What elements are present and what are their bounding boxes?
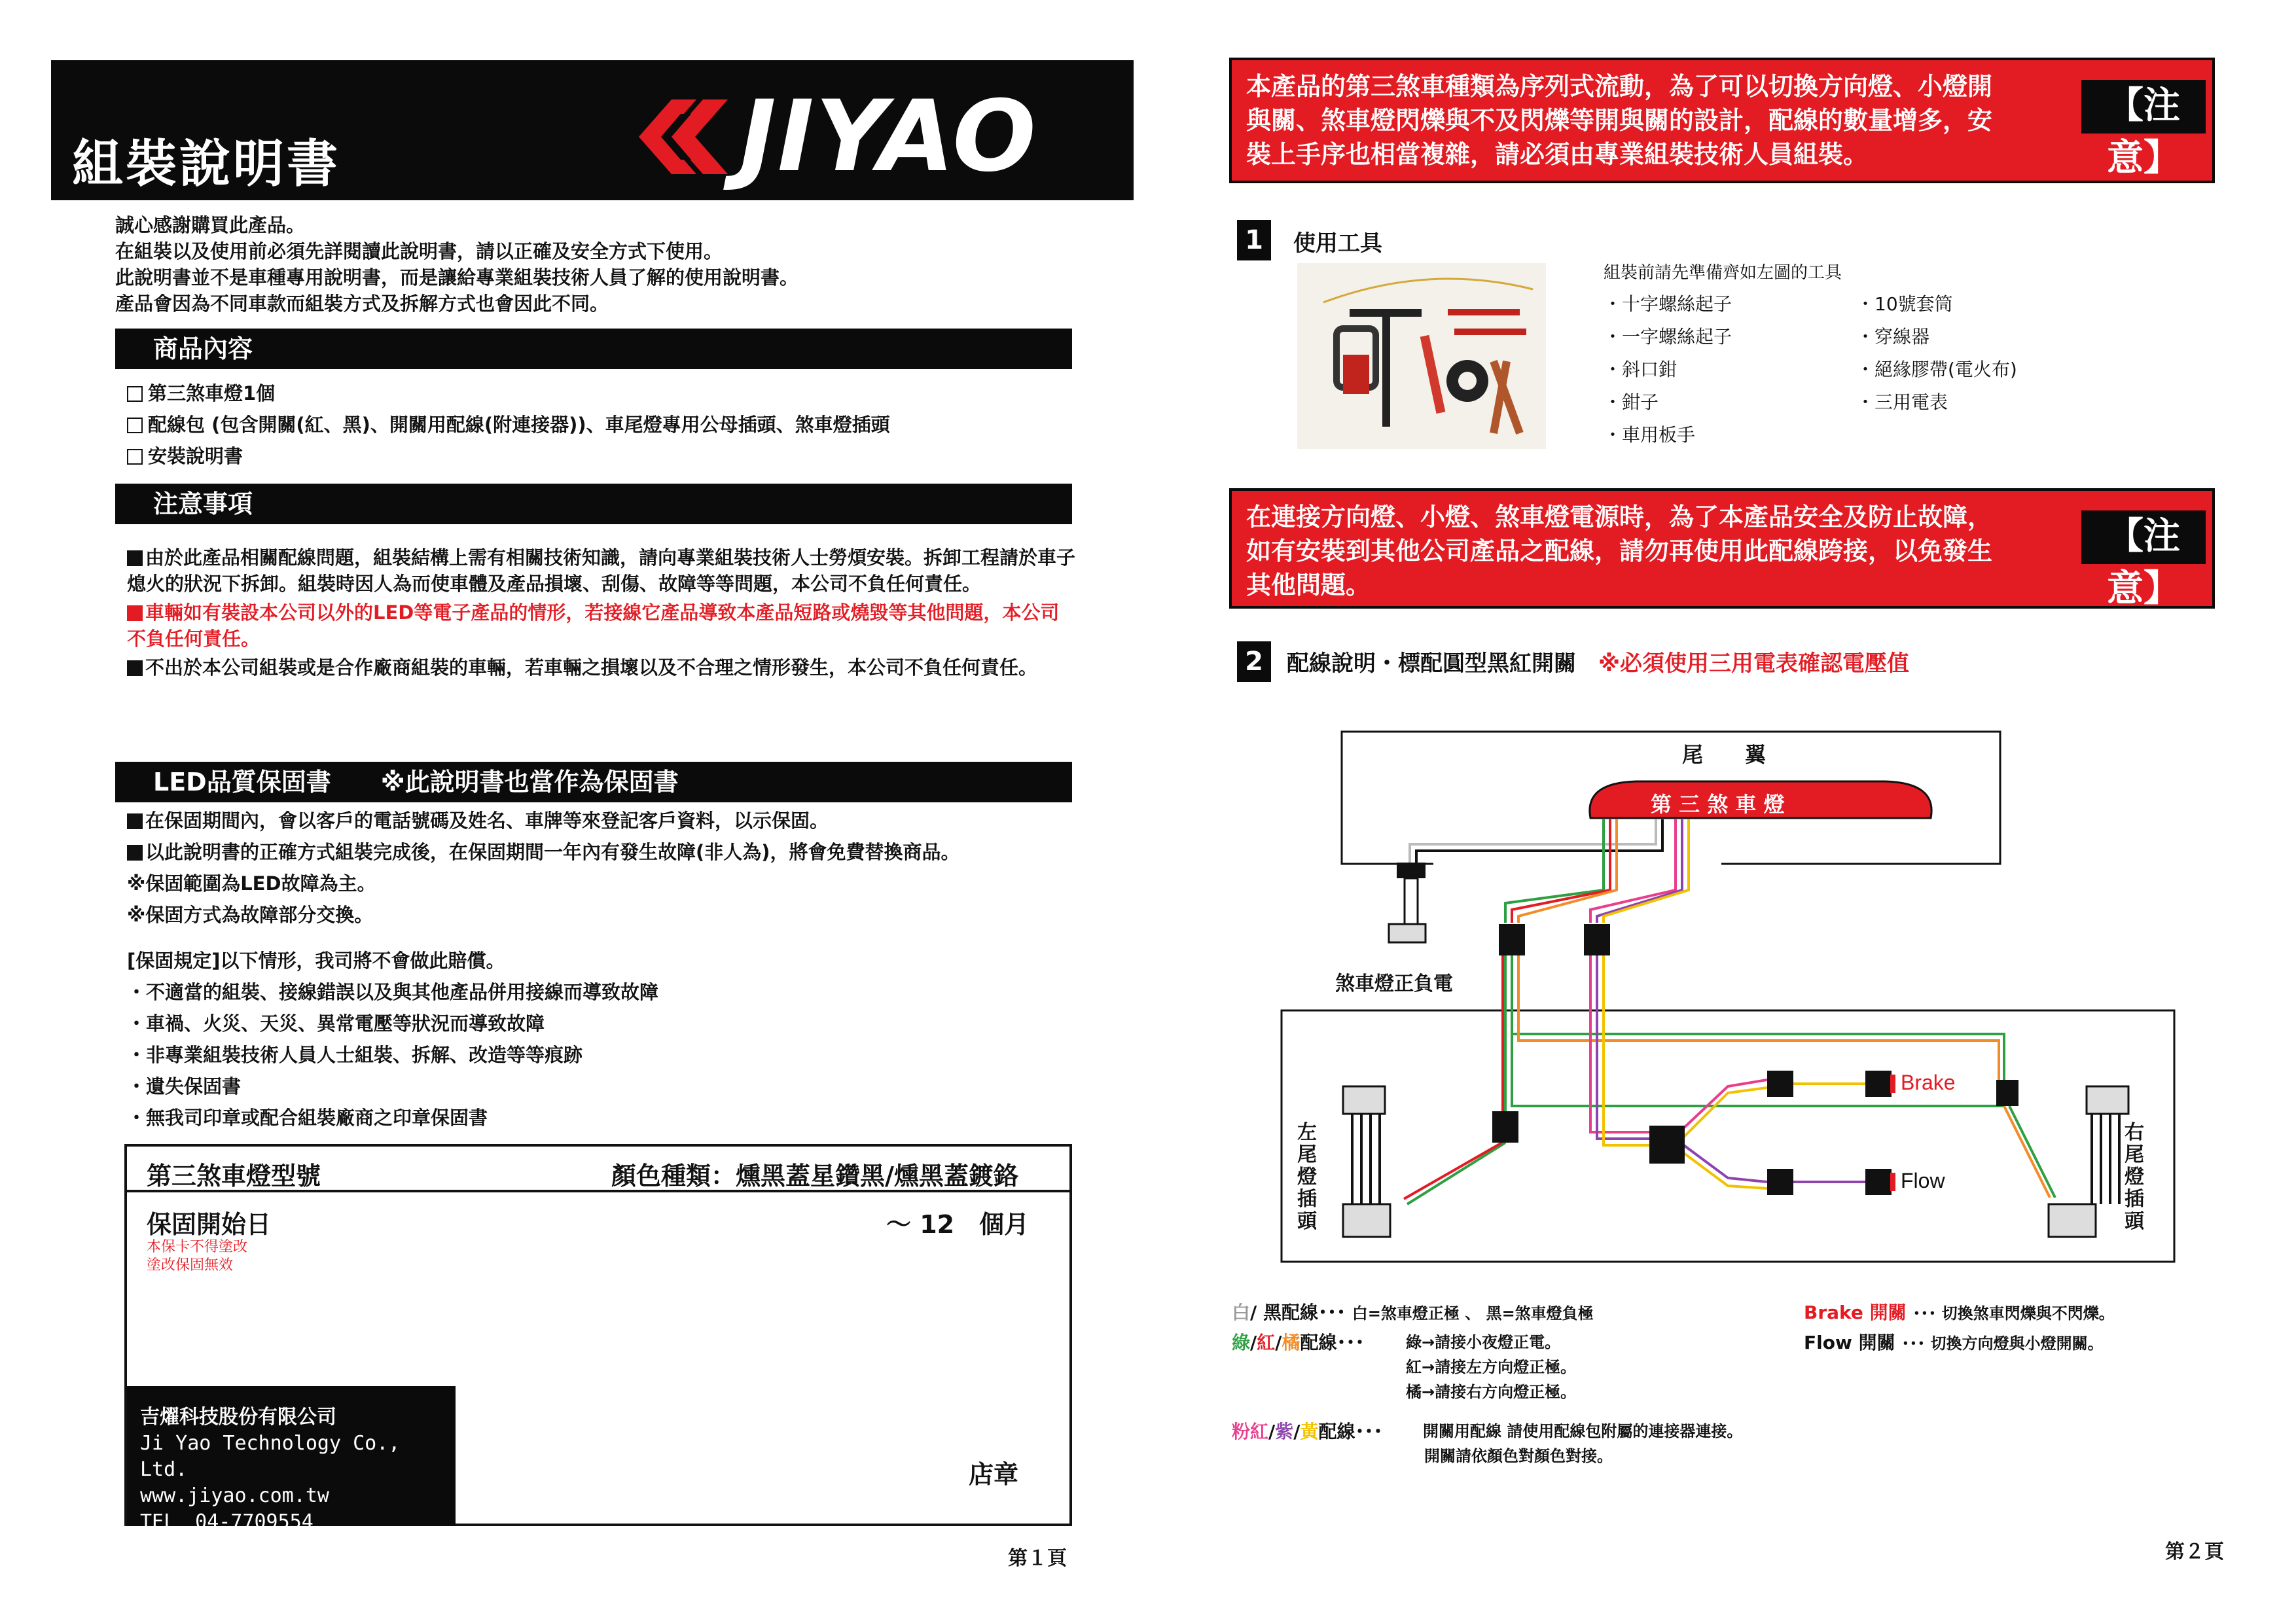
notice-text: 本產品的第三煞車種類為序列式流動，為了可以切換方向燈、小燈開與關、煞車燈閃爍與不及閃爍等開與關的設計，配線的數量增多，安裝上手序也相當複雜，請必須由專業組裝技術人員組裝。 xyxy=(1246,72,1993,169)
notice-tag: 【注意】 xyxy=(2081,80,2206,134)
intro-line: 在組裝以及使用前必須先詳閱讀此說明書，請以正確及安全方式下使用。 xyxy=(115,240,723,262)
left-plug-top xyxy=(1343,1086,1385,1114)
right-plug-label: 右尾燈插頭 xyxy=(2125,1121,2144,1233)
page-number-1: 第１頁 xyxy=(1008,1547,1067,1570)
warranty-heading: LED品質保固書 ※此說明書也當作為保固書 xyxy=(115,762,1072,802)
color-label: 顏色種類：燻黑蓋星鑽黑/燻黑蓋鍍鉻 xyxy=(611,1162,1018,1190)
company-info xyxy=(127,1386,456,1533)
bullet-square-icon xyxy=(127,605,143,621)
tool-item: ・鉗子 xyxy=(1604,391,1659,413)
company-name-en: Ji Yao Technology Co., Ltd. xyxy=(140,1432,401,1481)
card-header-row xyxy=(127,1147,1069,1192)
step-number-1: 1 xyxy=(1237,220,1271,260)
intro-line: 誠心感謝購買此產品。 xyxy=(115,214,306,236)
notice-text: 在連接方向燈、小燈、煞車燈電源時，為了本產品安全及防止故障，如有安裝到其他公司產品之配線，請勿再使用此配線跨接，以免發生其他問題。 xyxy=(1246,503,1993,599)
rule-item: ・不適當的組裝、接線錯誤以及與其他產品併用接線而導致故障 xyxy=(127,981,659,1003)
right-plug-bottom xyxy=(2049,1204,2096,1237)
bullet-square-icon xyxy=(127,550,143,566)
flow-switch-icon xyxy=(1890,1173,1895,1191)
legend-brake-switch: Brake 開關 ･･･ 切換煞車閃爍與不閃爍。 xyxy=(1804,1302,2115,1323)
legend-pink-purple-yellow: 粉紅/紫/黃配線･･･ xyxy=(1232,1421,1383,1442)
warranty-item: ※保固範圍為LED故障為主。 xyxy=(127,872,376,895)
bullet-square-icon xyxy=(127,660,143,676)
page-number-2: 第２頁 xyxy=(2165,1541,2224,1563)
company-name: 吉燿科技股份有限公司 xyxy=(140,1406,336,1429)
rule-item: ・無我司印章或配合組裝廠商之印章保固書 xyxy=(127,1107,488,1129)
tool-item: ・一字螺絲起子 xyxy=(1604,326,1732,348)
intro-line: 此說明書並不是車種專用說明書，而是讓給專業組裝技術人員了解的使用說明書。 xyxy=(115,266,799,289)
note-item: 由於此產品相關配線問題，組裝結構上需有相關技術知識，請向專業組裝技術人士勞煩安裝。拆卸工程請於車子熄火的狀況下拆卸。組裝時因人為而使車體及產品損壞、刮傷、故障等等問題，本公司不負任何責任。 xyxy=(127,546,1076,595)
intro-line: 產品會因為不同車款而組裝方式及拆解方式也會因此不同。 xyxy=(115,293,609,315)
bullet-square-icon xyxy=(127,813,143,829)
brake-switch-icon xyxy=(1890,1075,1895,1093)
legend-flow-switch: Flow 開關 ･･･ 切換方向燈與小燈開關。 xyxy=(1804,1332,2104,1353)
flow-label: Flow xyxy=(1901,1169,1945,1192)
contents-item: 安裝說明書 xyxy=(127,440,890,472)
stamp-label: 店章 xyxy=(969,1460,1019,1489)
step-title-1: 使用工具 xyxy=(1293,230,1382,257)
brand-logo xyxy=(634,80,1037,194)
warranty-start-label: 保固開始日 xyxy=(147,1210,272,1239)
left-plug-label: 左尾燈插頭 xyxy=(1297,1121,1317,1233)
legend-white-black: 白/ 黑配線･･･ 白=煞車燈正極 、 黑=煞車燈負極 xyxy=(1232,1302,1594,1323)
notice-box-1 xyxy=(1229,58,2215,183)
rule-item: ・遺失保固書 xyxy=(127,1075,242,1097)
contents-list xyxy=(127,378,890,472)
notes-heading: 注意事項 xyxy=(115,484,1072,524)
company-phone: TEL 04-7709554 xyxy=(140,1510,314,1533)
warranty-months: ～ 12 個月 xyxy=(886,1210,1030,1239)
contents-item: 配線包 (包含開關(紅、黑)、開關用配線(附連接器))、車尾燈專用公母插頭、煞車燈插頭 xyxy=(127,409,890,440)
step-title-2: 配線說明・標配圓型黑紅開關 ※必須使用三用電表確認電壓值 xyxy=(1287,651,1910,677)
page-title: 組裝說明書 xyxy=(72,135,341,194)
contents-item: 第三煞車燈1個 xyxy=(127,378,890,409)
rules-heading: [保固規定]以下情形，我司將不會做此賠償。 xyxy=(127,950,505,972)
tool-item: ・三用電表 xyxy=(1856,391,1948,413)
rule-item: ・車禍、火災、天災、異常電壓等狀況而導致故障 xyxy=(127,1012,545,1035)
legend-ppy-lines: 開關用配線 請使用配線包附屬的連接器連接。 開關請依顏色對顏色對接。 xyxy=(1423,1422,1743,1465)
warranty-card xyxy=(124,1144,1072,1533)
notice-tag: 【注意】 xyxy=(2081,510,2206,564)
tool-item: ・絕緣膠帶(電火布) xyxy=(1856,359,2017,380)
warranty-rules xyxy=(127,945,658,1133)
left-plug-bottom xyxy=(1343,1204,1390,1237)
legend-gro-lines: 綠→請接小夜燈正電。 紅→請接左方向燈正極。 橘→請接右方向燈正極。 xyxy=(1406,1333,1577,1401)
warranty-item: 在保固期間內，會以客戶的電話號碼及姓名、車牌等來登記客戶資料，以示保固。 xyxy=(127,805,1109,836)
notice-box-2 xyxy=(1229,488,2215,609)
notes-list xyxy=(127,544,1076,683)
note-item: 不出於本公司組裝或是合作廠商組裝的車輛，若車輛之損壞以及不合理之情形發生，本公司不負任何責任。 xyxy=(127,654,1076,681)
header-bar xyxy=(51,60,1134,200)
company-website: www.jiyao.com.tw xyxy=(140,1484,329,1507)
tools-heading: 組裝前請先準備齊如左圖的工具 xyxy=(1604,263,1842,283)
tool-item: ・穿線器 xyxy=(1856,326,1930,348)
checkbox-icon xyxy=(127,418,143,433)
model-label: 第三煞車燈型號 xyxy=(147,1162,321,1190)
right-plug-top xyxy=(2087,1086,2128,1114)
contents-heading: 商品內容 xyxy=(115,329,1072,369)
tool-item: ・斜口鉗 xyxy=(1604,359,1677,380)
brand-name: JIYAO xyxy=(740,80,1037,194)
brake-label: Brake xyxy=(1901,1071,1956,1094)
card-note: 本保卡不得塗改 塗改保固無效 xyxy=(147,1239,248,1274)
rule-item: ・非專業組裝技術人員人士組裝、拆解、改造等等痕跡 xyxy=(127,1044,583,1066)
checkbox-icon xyxy=(127,449,143,465)
warranty-list xyxy=(127,805,1109,931)
step-warning: ※必須使用三用電表確認電壓值 xyxy=(1598,651,1910,677)
checkbox-icon xyxy=(127,386,143,402)
chevron-logo-icon xyxy=(634,94,732,179)
wing-label: 尾 翼 xyxy=(1682,742,1767,767)
brake-power-label: 煞車燈正負電 xyxy=(1335,972,1453,995)
bullet-square-icon xyxy=(127,845,143,861)
tools-list-2 xyxy=(1856,288,2017,419)
tools-illustration-icon xyxy=(1297,263,1546,449)
warranty-item: ※保固方式為故障部分交換。 xyxy=(127,904,374,926)
warranty-item: 以此說明書的正確方式組裝完成後，在保固期間一年內有發生故障(非人為)，將會免費替換商品。 xyxy=(127,836,1109,868)
tool-item: ・10號套筒 xyxy=(1856,293,1953,315)
legend-green-red-orange: 綠/紅/橘配線･･･ xyxy=(1232,1332,1365,1353)
tool-item: ・車用板手 xyxy=(1604,424,1696,446)
note-item-warning: 車輛如有裝設本公司以外的LED等電子產品的情形，若接線它產品導致本產品短路或燒毀等其他問題，本公司不負任何責任。 xyxy=(127,601,1060,650)
tools-list-1 xyxy=(1604,288,1732,452)
intro-text xyxy=(115,212,1136,317)
step-number-2: 2 xyxy=(1237,641,1271,682)
lamp-label: 第 三 煞 車 燈 xyxy=(1651,792,1785,817)
tools-photo xyxy=(1297,263,1546,449)
tool-item: ・十字螺絲起子 xyxy=(1604,293,1732,315)
car-frame xyxy=(1282,1010,2174,1262)
